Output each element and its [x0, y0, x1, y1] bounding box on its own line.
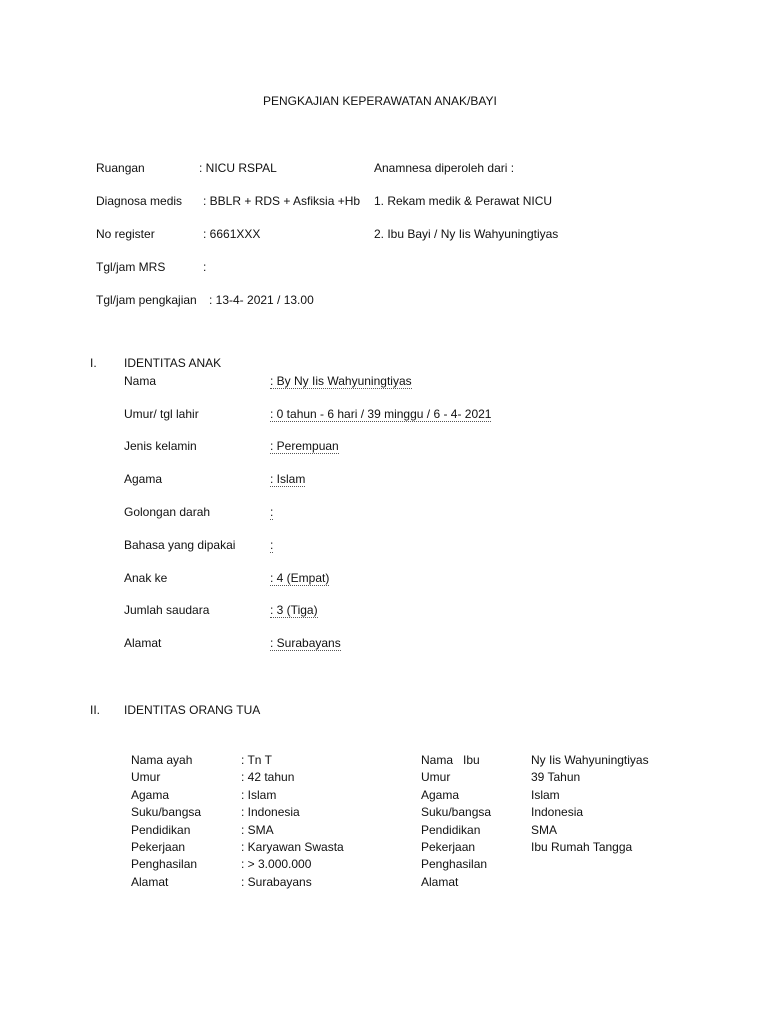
mother-value: SMA	[531, 823, 558, 837]
mother-value: 39 Tahun	[531, 770, 581, 784]
father-value: : Surabayans	[241, 875, 312, 889]
father-value: : SMA	[241, 823, 274, 837]
mother-value: Ny Iis Wahyuningtiyas	[531, 753, 649, 767]
header-label-diagnosa: Diagnosa medis	[96, 194, 183, 208]
mother-label: Nama Ibu	[421, 753, 480, 767]
child-value-nama: : By Ny Iis Wahyuningtiyas	[270, 374, 412, 388]
father-label: Pekerjaan	[131, 840, 186, 854]
child-label-nama: Nama	[124, 374, 157, 388]
mother-label: Pekerjaan	[421, 840, 476, 854]
mother-label: Penghasilan	[421, 857, 488, 871]
header-value-ruangan: : NICU RSPAL	[199, 161, 277, 175]
mother-value: Islam	[531, 788, 560, 802]
document-title: PENGKAJIAN KEPERAWATAN ANAK/BAYI	[263, 94, 497, 108]
father-label: Umur	[131, 770, 161, 784]
mother-label: Umur	[421, 770, 451, 784]
child-label-alamat: Alamat	[124, 636, 162, 650]
child-label-jumlah-saudara: Jumlah saudara	[124, 603, 210, 617]
header-label-mrs: Tgl/jam MRS	[96, 260, 166, 274]
mother-label: Pendidikan	[421, 823, 481, 837]
section-1-heading: IDENTITAS ANAK	[124, 356, 222, 370]
father-value: : Indonesia	[241, 805, 300, 819]
father-value: : 42 tahun	[241, 770, 295, 784]
source-item: 1. Rekam medik & Perawat NICU	[374, 194, 553, 208]
father-label: Agama	[131, 788, 170, 802]
father-label: Nama ayah	[131, 753, 193, 767]
child-value-umur: : 0 tahun - 6 hari / 39 minggu / 6 - 4- 2021	[270, 407, 492, 421]
child-value-anak-ke: : 4 (Empat)	[270, 571, 330, 585]
child-label-umur: Umur/ tgl lahir	[124, 407, 199, 421]
child-value-golongan-darah: :	[270, 505, 274, 519]
child-label-bahasa: Bahasa yang dipakai	[124, 538, 236, 552]
header-label-pengkajian: Tgl/jam pengkajian	[96, 293, 197, 307]
father-label: Suku/bangsa	[131, 805, 202, 819]
child-label-golongan-darah: Golongan darah	[124, 505, 211, 519]
father-label: Penghasilan	[131, 857, 198, 871]
source-item: 2. Ibu Bayi / Ny Iis Wahyuningtiyas	[374, 227, 559, 241]
child-label-agama: Agama	[124, 472, 163, 486]
source-heading: Anamnesa diperoleh dari :	[374, 161, 515, 175]
child-label-anak-ke: Anak ke	[124, 571, 168, 585]
mother-label: Agama	[421, 788, 460, 802]
mother-label: Suku/bangsa	[421, 805, 492, 819]
header-value-register: : 6661XXX	[203, 227, 261, 241]
section-1-numeral: I.	[90, 356, 97, 370]
mother-label: Alamat	[421, 875, 459, 889]
father-label: Alamat	[131, 875, 169, 889]
child-value-alamat: : Surabayans	[270, 636, 341, 650]
header-value-diagnosa: : BBLR + RDS + Asfiksia +Hb	[203, 194, 361, 208]
child-value-bahasa: :	[270, 538, 274, 552]
father-value: : > 3.000.000	[241, 857, 312, 871]
mother-value: Indonesia	[531, 805, 584, 819]
child-value-jenis-kelamin: : Perempuan	[270, 439, 339, 453]
section-2-heading: IDENTITAS ORANG TUA	[124, 703, 261, 717]
child-value-agama: : Islam	[270, 472, 306, 486]
father-value: : Karyawan Swasta	[241, 840, 344, 854]
mother-value: Ibu Rumah Tangga	[531, 840, 633, 854]
header-label-register: No register	[96, 227, 155, 241]
child-value-jumlah-saudara: : 3 (Tiga)	[270, 603, 318, 617]
father-value: : Tn T	[241, 753, 272, 767]
father-value: : Islam	[241, 788, 277, 802]
header-value-mrs: :	[203, 260, 207, 274]
father-label: Pendidikan	[131, 823, 191, 837]
header-value-pengkajian: : 13-4- 2021 / 13.00	[209, 293, 314, 307]
child-label-jenis-kelamin: Jenis kelamin	[124, 439, 197, 453]
header-label-ruangan: Ruangan	[96, 161, 145, 175]
section-2-numeral: II.	[90, 703, 101, 717]
